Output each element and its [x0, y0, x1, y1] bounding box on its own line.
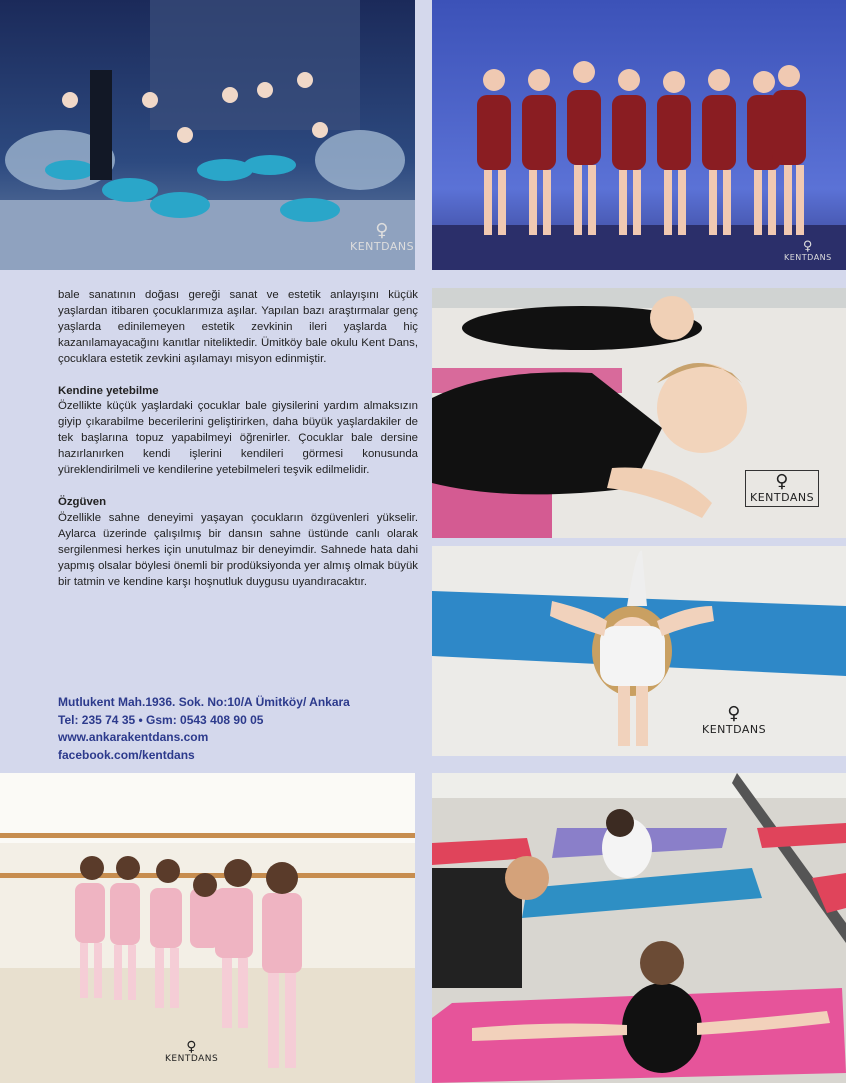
intro-paragraph: bale sanatının doğası gereği sanat ve estetik anlayışını küçük yaşlardan itibaren çocuklarımıza aşılar. Yapılan bazı araştırmalar genç yaşlarda edinilemeyen estetik zevkinin ileri yaşlarda hiç kazanılamayacağını kanıtlar niteliktedir. Ümitköy bale okulu Kent Dans, çocuklara estetik zevkini aşılamayı misyon edinmiştir. [58, 289, 418, 365]
girl-on-blue-mat-photo [432, 546, 846, 756]
article-text [58, 288, 418, 590]
facebook-link[interactable]: facebook.com/kentdans [58, 747, 195, 762]
kentdans-logo: ♀ KENTDANS [702, 703, 767, 736]
website-link[interactable]: www.ankarakentdans.com [58, 730, 209, 744]
kentdans-logo: ♀ KENTDANS [350, 220, 415, 253]
section-body: Özellikte küçük yaşlardaki çocuklar bale giysilerini yardım almaksızın giyip çıkarabilme becerilerini geliştirirken, daha büyük yaşlardakiler de tek başlarına topuz yapabilmeyi öğrenirler. Çocuklar bale dersine hazırlanırken kendi işlerini kendileri görmesi konusunda yüreklendirilmeli ve kendilerine yetebilmeleri teşvik edilmelidir. [58, 400, 418, 477]
stage-performance-red-photo [432, 0, 846, 270]
kentdans-logo: ♀ KENTDANS [745, 470, 819, 507]
section-heading: Özgüven [58, 495, 107, 508]
kentdans-logo: ♀ KENTDANS [784, 239, 832, 262]
contact-info [58, 694, 418, 764]
section-body: Özellikle sahne deneyimi yaşayan çocukların özgüvenleri yükselir. Aylarca üzerinde çalışılmış bir dansın sahne üstünde canlı olarak sergilenmesi herkes için unutulmaz bir deneyimdir. Sahnede hata dahi yapmış olsalar böylesi önemli bir prodüksiyonda yer almış olmak büyük bir tatmin ve kendine karşı hoşnutluk duygusu uyandıracaktır. [58, 511, 418, 588]
section-heading: Kendine yetebilme [58, 384, 159, 397]
stretching-class-photo [432, 773, 846, 1083]
kentdans-logo: ♀ KENTDANS [165, 1039, 219, 1064]
toddlers-pink-leotards-photo [0, 773, 415, 1083]
phone-numbers: Tel: 235 74 35 • Gsm: 0543 408 90 05 [58, 712, 264, 727]
address: Mutlukent Mah.1936. Sok. No:10/A Ümitköy/ Ankara [58, 695, 350, 709]
